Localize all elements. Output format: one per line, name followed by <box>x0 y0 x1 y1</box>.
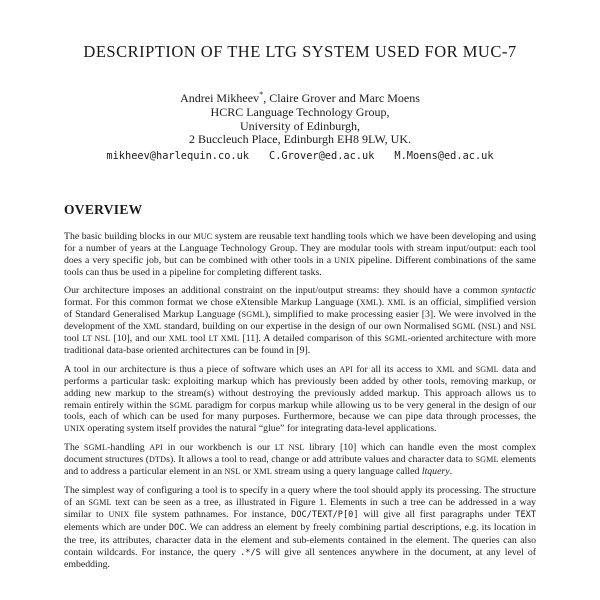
paragraph: The basic building blocks in our MUC system are reusable text handling tools which we have been developing and using for a number of years at the Language Technology Group. They are modular tools with stream input/output: each tool does a very specific job, but can be combined with other tools in a UNIX pipeline. Different combinations of the same tools can thus be used in a pipeline for completing different tasks. <box>64 230 536 278</box>
paragraph: Our architecture imposes an additional constraint on the input/output streams: they should have a common syntactic format. For this common format we chose eXtensible Markup Language (XML). XML is an official, simplified version of Standard Generalised Markup Language (SGML), simplified to make processing easier [3]. We were involved in the development of the XML standard, building on our expertise in the design of our own Normalised SGML (NSL) and NSL tool LT NSL [10], and our XML tool LT XML [11]. A detailed comparison of this SGML-oriented architecture with more traditional data-base oriented architectures can be found in [9]. <box>64 285 537 356</box>
authors-line: Andrei Mikheev*, Claire Grover and Marc Moens <box>180 89 420 105</box>
paragraph: A tool in our architecture is thus a piece of software which uses an API for all its access to XML and SGML data and performs a particular task: exploiting markup which has previously been added by other tools, removing markup, or adding new markup to the stream(s) without destroying the previously added markup. This approach allows us to remain entirely within the SGML paradigm for corpus markup while allowing us to be very general in the design of our tools, each of which can be used for many purposes. Furthermore, because we can pipe data through processes, the UNIX operating system itself provides the natural “glue” for integrating data-level applications. <box>64 363 536 435</box>
affiliation-line-2: University of Edinburgh, <box>239 118 361 133</box>
emails-line <box>64 150 536 162</box>
email-address-1: mikheev@harlequin.co.uk <box>106 149 249 162</box>
body-paragraphs <box>64 231 536 572</box>
email-address-2: C.Grover@ed.ac.uk <box>269 149 375 162</box>
email-address-3: M.Moens@ed.ac.uk <box>394 149 494 162</box>
affiliation-line-1: HCRC Language Technology Group, <box>210 105 390 120</box>
paragraph: The SGML-handling API in our workbench is our LT NSL library [10] which can handle even the most complex document structures (DTDs). It allows a tool to read, change or add attribute values and character data to SGML elements and to address a particular element in an NSL or XML stream using a query language called ltquery. <box>64 442 536 478</box>
paper-title: DESCRIPTION OF THE LTG SYSTEM USED FOR MUC-7 <box>83 42 517 61</box>
section-heading-overview: OVERVIEW <box>64 201 143 217</box>
affiliation-line-3: 2 Buccleuch Place, Edinburgh EH8 9LW, UK. <box>188 132 412 147</box>
paragraph: The simplest way of configuring a tool is to specify in a query where the tool should apply its processing. The structure of an SGML text can be seen as a tree, as illustrated in Figure 1. Elements in such a tree can be addressed in a way similar to UNIX file system pathnames. For instance, DOC/TEXT/P[0] will give all first paragraphs under TEXT elements which are under DOC. We can address an element by freely combining partial descriptions, e.g. its location in the tree, its attributes, character data in the element and sub-elements contained in the element. The queries can also contain wildcards. For instance, the query .*/S will give all sentences anywhere in the document, at any level of embedding. <box>64 485 536 571</box>
